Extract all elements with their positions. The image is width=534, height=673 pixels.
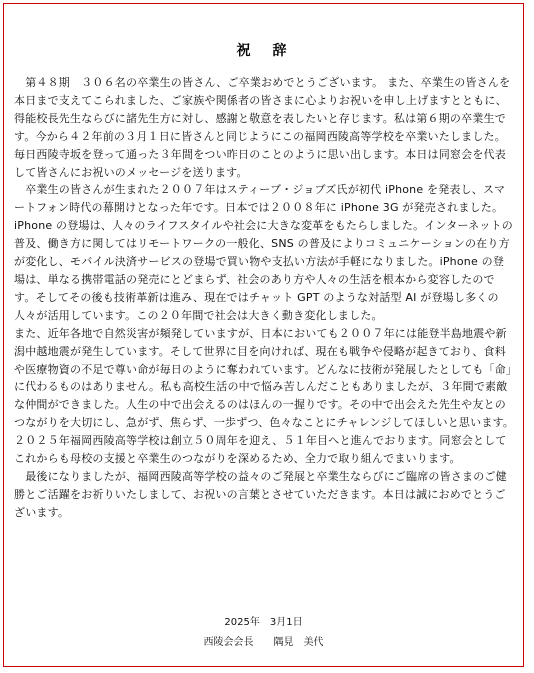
paragraph-anniversary: ２０２５年福岡西陵高等学校は創立５０周年を迎え、５１年目へと進んでおります。同窓会としてこれからも母校の支援と卒業生のつながりを深めるため、全力で取り組んでまいります。 <box>14 434 507 466</box>
document-title: 祝 辞 <box>236 43 291 59</box>
paragraph-iphone: 卒業生の皆さんが生まれた２００７年はスティーブ・ジョブズ氏が初代 iPhone を発表し、スマートフォン時代の幕開けとなった年です。日本では２００８年に iPhone 3G が発売されました。iPhone の登場は、人々のライフスタイルや社会に大きな変革をもたらしました。インターネットの普及、働き方に関してはリモートワークの一般化、SNS の普及によりコミュニケーションの在り方が変化し、モバイル決済サービスの登場で買い物や支払い方法が手軽になりました。iPhone の登場は、単なる携帯電話の発売にとどまらず、社会のあり方や人々の生活を根本から変容したのです。そしてその後も技術革新は進み、現在ではチャット GPT のような対話型 AI が登場し多くの人々が活用しています。この２０年間で社会は大きく動き変化しました。 <box>14 183 513 322</box>
paragraph-closing: 最後になりましたが、福岡西陵高等学校の益々のご発展と卒業生ならびにご臨席の皆さまのご健勝とご活躍をお祈りいたしまして、お祝いの言葉とさせていただきます。本日は誠におめでとうございます。 <box>14 469 507 519</box>
document-date: 2025年 3月1日 <box>224 617 303 628</box>
paragraph-disasters: また、近年各地で自然災害が頻発していますが、日本においても２００７年には能登半島地震や新潟中越地震が発生しています。そして世界に目を向ければ、現在も戦争や侵略が起きており、食料や医療物資の不足で尊い命が毎日のように奪われています。どんなに技術が発展したとしても「命」に代わるものはありません。私も高校生活の中で悩み苦しんだこともありましたが、３年間で素敵な仲間ができました。人生の中で出会えるのはほんの一握りです。その中で出会えた先生や友とのつながりを大切にし、急がず、焦らず、一歩ずつ、色々なことにチャレンジしてほしいと思います。 <box>14 326 515 430</box>
document-page <box>3 3 524 667</box>
document-body <box>14 74 515 522</box>
document-signer: 西陵会会長 隅見 美代 <box>203 637 324 648</box>
paragraph-greeting: 第４８期 ３０６名の卒業生の皆さん、ご卒業おめでとうございます。 また、卒業生の皆さんを本日まで支えてこられました、ご家族や関係者の皆さまに心よりお祝いを申し上げますとともに、得能校長先生ならびに諸先生方に対し、感謝と敬意を表したいと存じます。私は第６期の卒業生です。今から４２年前の３月１日に皆さんと同じようにこの福岡西陵高等学校を卒業いたしました。毎日西陵寺坂を登って通った３年間をつい昨日のことのように思い出します。本日は同窓会を代表して皆さんにお祝いのメッセージを送ります。 <box>14 76 511 179</box>
